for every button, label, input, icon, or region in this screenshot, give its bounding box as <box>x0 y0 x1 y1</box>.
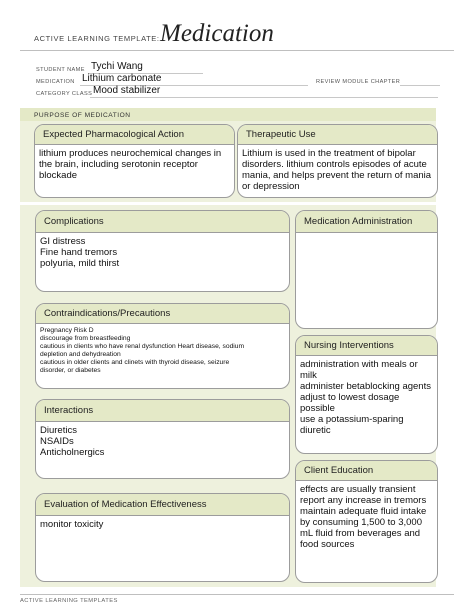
evaluation-box[interactable] <box>35 493 290 582</box>
contraindications-line: cautious in clients who have renal dysfunction Heart disease, sodium <box>40 343 245 350</box>
interactions-line: NSAIDs <box>40 436 74 447</box>
medication-administration-box[interactable] <box>295 210 438 329</box>
purpose-label: PURPOSE OF MEDICATION <box>34 112 131 119</box>
complications-title: Complications <box>36 211 289 233</box>
expected-action-line: the brain, including serotonin receptor <box>39 159 198 170</box>
expected-action-title: Expected Pharmacological Action <box>35 125 234 145</box>
medication-administration-title: Medication Administration <box>296 211 437 233</box>
therapeutic-use-line: or depression <box>242 181 300 192</box>
client-education-box[interactable] <box>295 460 438 583</box>
contraindications-line: discourage from breastfeeding <box>40 335 131 342</box>
client-education-line: food sources <box>300 539 355 550</box>
expected-action-box[interactable] <box>34 124 235 198</box>
contraindications-box[interactable] <box>35 303 290 389</box>
complications-line: polyuria, mild thirst <box>40 258 120 269</box>
medication-value[interactable]: Lithium carbonate <box>82 73 162 84</box>
evaluation-line: monitor toxicity <box>40 519 104 530</box>
complications-line: Fine hand tremors <box>40 247 118 258</box>
client-education-title: Client Education <box>296 461 437 481</box>
client-education-line: effects are usually transient <box>300 484 416 495</box>
interactions-title: Interactions <box>36 400 289 422</box>
header-divider <box>20 50 454 51</box>
evaluation-title: Evaluation of Medication Effectiveness <box>36 494 289 516</box>
footer-divider <box>20 594 454 595</box>
nursing-interventions-line: administration with meals or milk <box>300 359 418 381</box>
nursing-interventions-box[interactable] <box>295 335 438 454</box>
therapeutic-use-box[interactable] <box>237 124 438 198</box>
client-education-line: mL fluid from beverages and <box>300 528 421 539</box>
contraindications-line: cautious in older clients and clinets with thyroid disease, seizure <box>40 359 230 366</box>
nursing-interventions-line: use a potassium-sparing diuretic <box>300 414 404 436</box>
interactions-box[interactable] <box>35 399 290 479</box>
client-education-line: report any increase in tremors <box>300 495 427 506</box>
therapeutic-use-line: Lithium is used in the treatment of bipolar <box>242 148 416 159</box>
nursing-interventions-line: adjust to lowest dosage possible <box>300 392 400 414</box>
contraindications-line: disorder, or diabetes <box>40 367 101 374</box>
therapeutic-use-line: disorders. lithium controls episodes of acute <box>242 159 427 170</box>
complications-line: GI distress <box>40 236 86 247</box>
footer-label: ACTIVE LEARNING TEMPLATES <box>20 598 118 604</box>
expected-action-line: lithium produces neurochemical changes in <box>39 148 222 159</box>
medication-label: MEDICATION <box>36 79 75 85</box>
interactions-line: Anticholnergics <box>40 447 105 458</box>
client-education-line: maintain adequate fluid intake <box>300 506 427 517</box>
therapeutic-use-line: mania, and helps prevent the return of mania <box>242 170 432 181</box>
client-education-line: by consuming 1,500 to 3,000 <box>300 517 423 528</box>
contraindications-title: Contraindications/Precautions <box>36 304 289 324</box>
contraindications-line: Pregnancy Risk D <box>40 327 94 334</box>
review-module-underline <box>400 85 440 86</box>
therapeutic-use-title: Therapeutic Use <box>238 125 437 145</box>
page-title: Medication <box>160 20 274 47</box>
category-class-label: CATEGORY CLASS <box>36 91 93 97</box>
student-name-label: STUDENT NAME <box>36 67 85 73</box>
contraindications-line: depletion and dehydreation <box>40 351 121 358</box>
review-module-label: REVIEW MODULE CHAPTER <box>316 79 401 85</box>
student-name-value[interactable]: Tychi Wang <box>91 61 143 72</box>
nursing-interventions-line: administer betablocking agents <box>300 381 431 392</box>
template-label: ACTIVE LEARNING TEMPLATE: <box>34 34 160 43</box>
interactions-line: Diuretics <box>40 425 77 436</box>
expected-action-line: blockade <box>39 170 78 181</box>
category-class-underline <box>90 97 438 98</box>
complications-box[interactable] <box>35 210 290 292</box>
nursing-interventions-title: Nursing Interventions <box>296 336 437 356</box>
category-class-value[interactable]: Mood stabilizer <box>93 85 161 96</box>
